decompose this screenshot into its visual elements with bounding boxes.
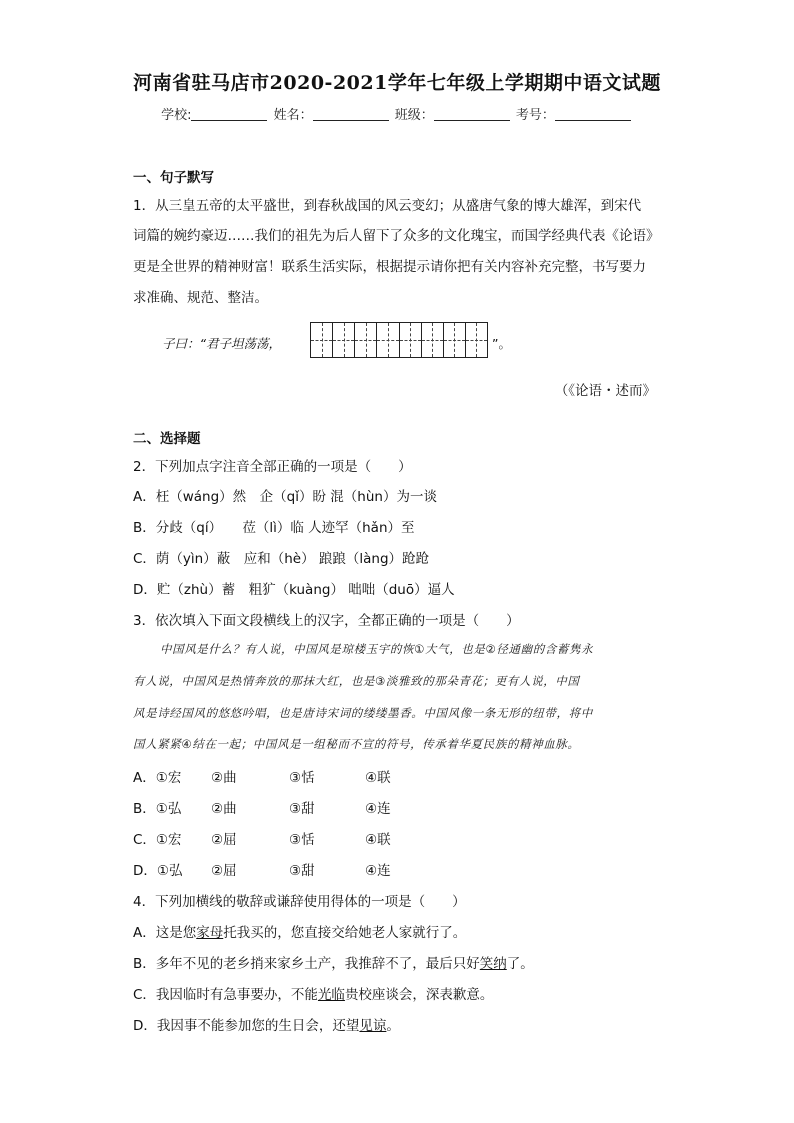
q3-option-a: A．①宏 ②曲 ③恬 ④联 [133,770,391,786]
grid-cell[interactable] [400,323,422,357]
q1-line: 1．从三皇五帝的太平盛世，到春秋战国的风云变幻；从盛唐气象的博大雄浑，到宋代 [133,198,642,214]
q3-option-d: D．①弘 ②屈 ③甜 ④连 [133,863,391,879]
grid-cell[interactable] [377,323,399,357]
underlined-term: 家母 [196,925,224,941]
q4-option-b: B．多年不见的老乡捎来家乡土产，我推辞不了，最后只好笑纳了。 [133,956,534,972]
q4-stem: 4．下列加横线的敬辞或谦辞使用得体的一项是（ ） [133,894,466,910]
school-blank[interactable] [191,106,267,121]
q2-stem: 2．下列加点字注音全部正确的一项是（ ） [133,459,412,475]
grid-cell[interactable] [444,323,466,357]
writing-grid[interactable] [310,322,488,358]
grid-end-quote: ”。 [492,336,511,351]
student-info [0,104,794,123]
q2-option-d: D．贮（zhù）蓄 粗犷（kuàng） 咄咄（duō）逼人 [133,582,455,598]
class-label: 班级： [394,108,434,123]
grid-cell[interactable] [311,323,333,357]
grid-cell[interactable] [466,323,487,357]
q2-option-c: C．荫（yìn）蔽 应和（hè） 踉踉（làng）跄跄 [133,551,430,567]
q4-option-a: A．这是您家母托我买的，您直接交给她老人家就行了。 [133,925,467,941]
q2-option-b: B．分歧（qí） 莅（lì）临 人迹罕（hǎn）至 [133,520,415,536]
page-title: 河南省驻马店市2020-2021学年七年级上学期期中语文试题 [133,72,661,94]
q3-option-b: B．①弘 ②曲 ③甜 ④连 [133,801,391,817]
quote-source: （《论语・述而》 [554,383,656,399]
q1-line: 求准确、规范、整洁。 [133,290,268,306]
q4-option-c: C．我因临时有急事要办，不能光临贵校座谈会，深表歉意。 [133,987,494,1003]
q3-passage-line: 中国风是什么？有人说，中国风是琼楼玉宇的恢①大气，也是②径通幽的含蓄隽永 [160,642,594,656]
grid-cell[interactable] [333,323,355,357]
q3-passage-line: 国人紧紧④结在一起；中国风是一组秘而不宣的符号，传承着华夏民族的精神血脉。 [133,737,580,751]
section-heading: 二、选择题 [133,431,201,447]
grid-cell[interactable] [355,323,377,357]
name-blank[interactable] [313,106,389,121]
class-blank[interactable] [434,106,510,121]
name-label: 姓名： [273,108,313,123]
q1-line: 更是全世界的精神财富！联系生活实际，根据提示请你把有关内容补充完整，书写要力 [133,259,646,275]
grid-cell[interactable] [422,323,444,357]
q3-option-c: C．①宏 ②屈 ③恬 ④联 [133,832,391,848]
q3-passage-line: 风是诗经国风的悠悠吟唱，也是唐诗宋词的缕缕墨香。中国风像一条无形的纽带，将中 [133,706,593,720]
q2-option-a: A．枉（wáng）然 企（qǐ）盼 混（hùn）为一谈 [133,489,437,505]
exam-no-label: 考号： [515,108,555,123]
underlined-term: 见谅 [359,1018,387,1034]
q4-option-d: D．我因事不能参加您的生日会，还望见谅。 [133,1018,400,1034]
q3-passage-line: 有人说，中国风是热情奔放的那抹大红，也是③淡雅致的那朵青花；更有人说，中国 [133,674,580,688]
q1-line: 词篇的婉约豪迈……我们的祖先为后人留下了众多的文化瑰宝，而国学经典代表《论语》 [133,228,660,244]
grid-prompt: 子曰：“君子坦荡荡， [162,336,281,351]
school-label: 学校: [161,108,192,123]
underlined-term: 笑纳 [479,956,507,972]
underlined-term: 光临 [317,987,345,1003]
section-heading: 一、句子默写 [133,170,214,186]
exam-no-blank[interactable] [555,106,631,121]
q3-stem: 3．依次填入下面文段横线上的汉字，全都正确的一项是（ ） [133,613,520,629]
